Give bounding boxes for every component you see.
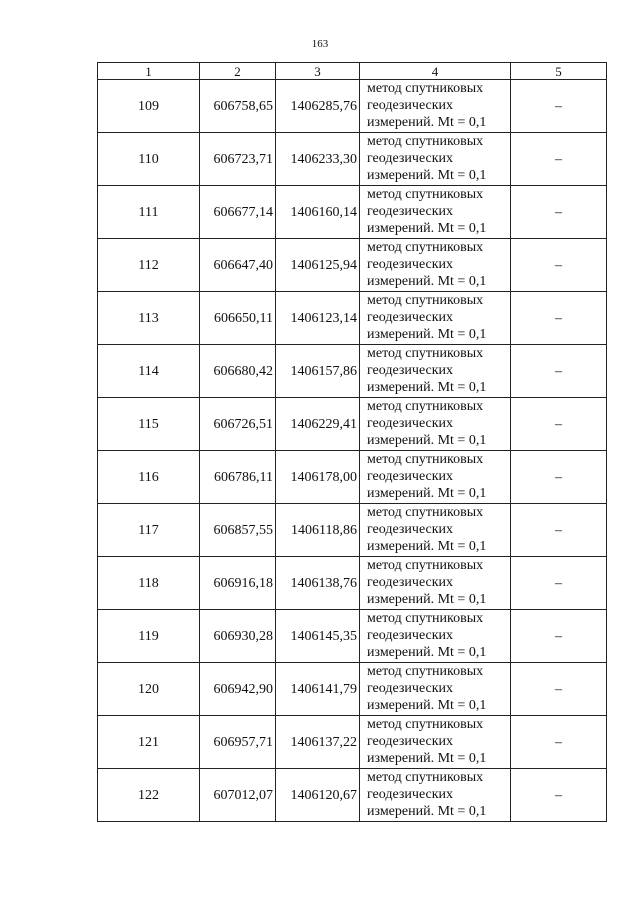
note-dash: – xyxy=(511,292,607,345)
coordinates-table xyxy=(97,62,607,822)
coordinate-y: 1406120,67 xyxy=(276,769,360,822)
method-line: измерений. Mt = 0,1 xyxy=(367,486,487,501)
table-row xyxy=(98,292,607,345)
method-line: метод спутниковых xyxy=(367,81,484,96)
table-row xyxy=(98,398,607,451)
table-row xyxy=(98,133,607,186)
point-number: 119 xyxy=(98,610,200,663)
method-line: метод спутниковых xyxy=(367,770,484,785)
coordinate-x: 606723,71 xyxy=(200,133,276,186)
coordinate-y: 1406145,35 xyxy=(276,610,360,663)
header-col-3: 3 xyxy=(276,63,360,80)
note-dash: – xyxy=(511,398,607,451)
header-col-5: 5 xyxy=(511,63,607,80)
method-line: измерений. Mt = 0,1 xyxy=(367,751,487,766)
coordinate-y: 1406123,14 xyxy=(276,292,360,345)
coordinate-x: 606758,65 xyxy=(200,80,276,133)
method-line: геодезических xyxy=(367,628,454,643)
method-description xyxy=(360,239,511,292)
table-row xyxy=(98,769,607,822)
method-description xyxy=(360,716,511,769)
method-line: измерений. Mt = 0,1 xyxy=(367,115,487,130)
table-body xyxy=(98,80,607,822)
point-number: 112 xyxy=(98,239,200,292)
note-dash: – xyxy=(511,557,607,610)
note-dash: – xyxy=(511,239,607,292)
point-number: 109 xyxy=(98,80,200,133)
table-row xyxy=(98,610,607,663)
page-number: 163 xyxy=(311,38,329,50)
method-line: измерений. Mt = 0,1 xyxy=(367,274,487,289)
method-description xyxy=(360,610,511,663)
coordinate-x: 606957,71 xyxy=(200,716,276,769)
method-line: измерений. Mt = 0,1 xyxy=(367,433,487,448)
table-header xyxy=(98,63,607,80)
header-col-1: 1 xyxy=(98,63,200,80)
method-line: метод спутниковых xyxy=(367,717,484,732)
coordinate-x: 606650,11 xyxy=(200,292,276,345)
method-line: геодезических xyxy=(367,734,454,749)
coordinate-y: 1406285,76 xyxy=(276,80,360,133)
method-line: метод спутниковых xyxy=(367,134,484,149)
note-dash: – xyxy=(511,345,607,398)
method-line: геодезических xyxy=(367,98,454,113)
coordinate-x: 606680,42 xyxy=(200,345,276,398)
note-dash: – xyxy=(511,80,607,133)
coordinate-x: 607012,07 xyxy=(200,769,276,822)
method-description xyxy=(360,451,511,504)
method-line: измерений. Mt = 0,1 xyxy=(367,168,487,183)
method-line: геодезических xyxy=(367,257,454,272)
method-description xyxy=(360,186,511,239)
method-line: метод спутниковых xyxy=(367,664,484,679)
coordinate-y: 1406229,41 xyxy=(276,398,360,451)
point-number: 117 xyxy=(98,504,200,557)
table-row xyxy=(98,663,607,716)
coordinate-y: 1406233,30 xyxy=(276,133,360,186)
table-row xyxy=(98,186,607,239)
coordinate-x: 606857,55 xyxy=(200,504,276,557)
note-dash: – xyxy=(511,504,607,557)
table-row xyxy=(98,716,607,769)
coordinate-x: 606916,18 xyxy=(200,557,276,610)
method-line: метод спутниковых xyxy=(367,346,484,361)
point-number: 120 xyxy=(98,663,200,716)
note-dash: – xyxy=(511,451,607,504)
method-line: метод спутниковых xyxy=(367,558,484,573)
point-number: 114 xyxy=(98,345,200,398)
method-description xyxy=(360,398,511,451)
point-number: 121 xyxy=(98,716,200,769)
note-dash: – xyxy=(511,716,607,769)
method-line: геодезических xyxy=(367,522,454,537)
coordinate-x: 606677,14 xyxy=(200,186,276,239)
table-row xyxy=(98,504,607,557)
method-description xyxy=(360,133,511,186)
coordinate-y: 1406125,94 xyxy=(276,239,360,292)
note-dash: – xyxy=(511,769,607,822)
method-line: метод спутниковых xyxy=(367,293,484,308)
header-col-4: 4 xyxy=(360,63,511,80)
method-line: геодезических xyxy=(367,416,454,431)
method-description xyxy=(360,663,511,716)
coordinate-x: 606930,28 xyxy=(200,610,276,663)
method-line: геодезических xyxy=(367,681,454,696)
method-line: измерений. Mt = 0,1 xyxy=(367,698,487,713)
method-line: измерений. Mt = 0,1 xyxy=(367,592,487,607)
method-line: метод спутниковых xyxy=(367,399,484,414)
header-row xyxy=(98,63,607,80)
method-description xyxy=(360,557,511,610)
point-number: 110 xyxy=(98,133,200,186)
method-line: геодезических xyxy=(367,151,454,166)
table-row xyxy=(98,239,607,292)
method-line: измерений. Mt = 0,1 xyxy=(367,380,487,395)
method-line: геодезических xyxy=(367,469,454,484)
method-line: измерений. Mt = 0,1 xyxy=(367,645,487,660)
table-row xyxy=(98,80,607,133)
method-line: метод спутниковых xyxy=(367,187,484,202)
coordinate-y: 1406141,79 xyxy=(276,663,360,716)
point-number: 113 xyxy=(98,292,200,345)
coordinate-x: 606786,11 xyxy=(200,451,276,504)
method-line: геодезических xyxy=(367,575,454,590)
method-line: геодезических xyxy=(367,787,454,802)
point-number: 118 xyxy=(98,557,200,610)
method-description xyxy=(360,292,511,345)
note-dash: – xyxy=(511,610,607,663)
coordinate-y: 1406137,22 xyxy=(276,716,360,769)
method-description xyxy=(360,504,511,557)
method-line: измерений. Mt = 0,1 xyxy=(367,221,487,236)
method-line: геодезических xyxy=(367,204,454,219)
coordinate-x: 606942,90 xyxy=(200,663,276,716)
point-number: 115 xyxy=(98,398,200,451)
method-line: геодезических xyxy=(367,363,454,378)
point-number: 122 xyxy=(98,769,200,822)
method-description xyxy=(360,80,511,133)
method-line: метод спутниковых xyxy=(367,240,484,255)
method-line: измерений. Mt = 0,1 xyxy=(367,327,487,342)
coordinate-y: 1406138,76 xyxy=(276,557,360,610)
table-row xyxy=(98,345,607,398)
note-dash: – xyxy=(511,663,607,716)
method-line: метод спутниковых xyxy=(367,452,484,467)
point-number: 116 xyxy=(98,451,200,504)
method-description xyxy=(360,769,511,822)
method-description xyxy=(360,345,511,398)
coordinate-y: 1406178,00 xyxy=(276,451,360,504)
coordinate-y: 1406157,86 xyxy=(276,345,360,398)
table-row xyxy=(98,557,607,610)
method-line: измерений. Mt = 0,1 xyxy=(367,804,487,819)
point-number: 111 xyxy=(98,186,200,239)
note-dash: – xyxy=(511,186,607,239)
table-row xyxy=(98,451,607,504)
coordinate-y: 1406160,14 xyxy=(276,186,360,239)
note-dash: – xyxy=(511,133,607,186)
method-line: метод спутниковых xyxy=(367,611,484,626)
coordinate-x: 606647,40 xyxy=(200,239,276,292)
method-line: метод спутниковых xyxy=(367,505,484,520)
method-line: геодезических xyxy=(367,310,454,325)
header-col-2: 2 xyxy=(200,63,276,80)
coordinate-x: 606726,51 xyxy=(200,398,276,451)
method-line: измерений. Mt = 0,1 xyxy=(367,539,487,554)
coordinate-y: 1406118,86 xyxy=(276,504,360,557)
